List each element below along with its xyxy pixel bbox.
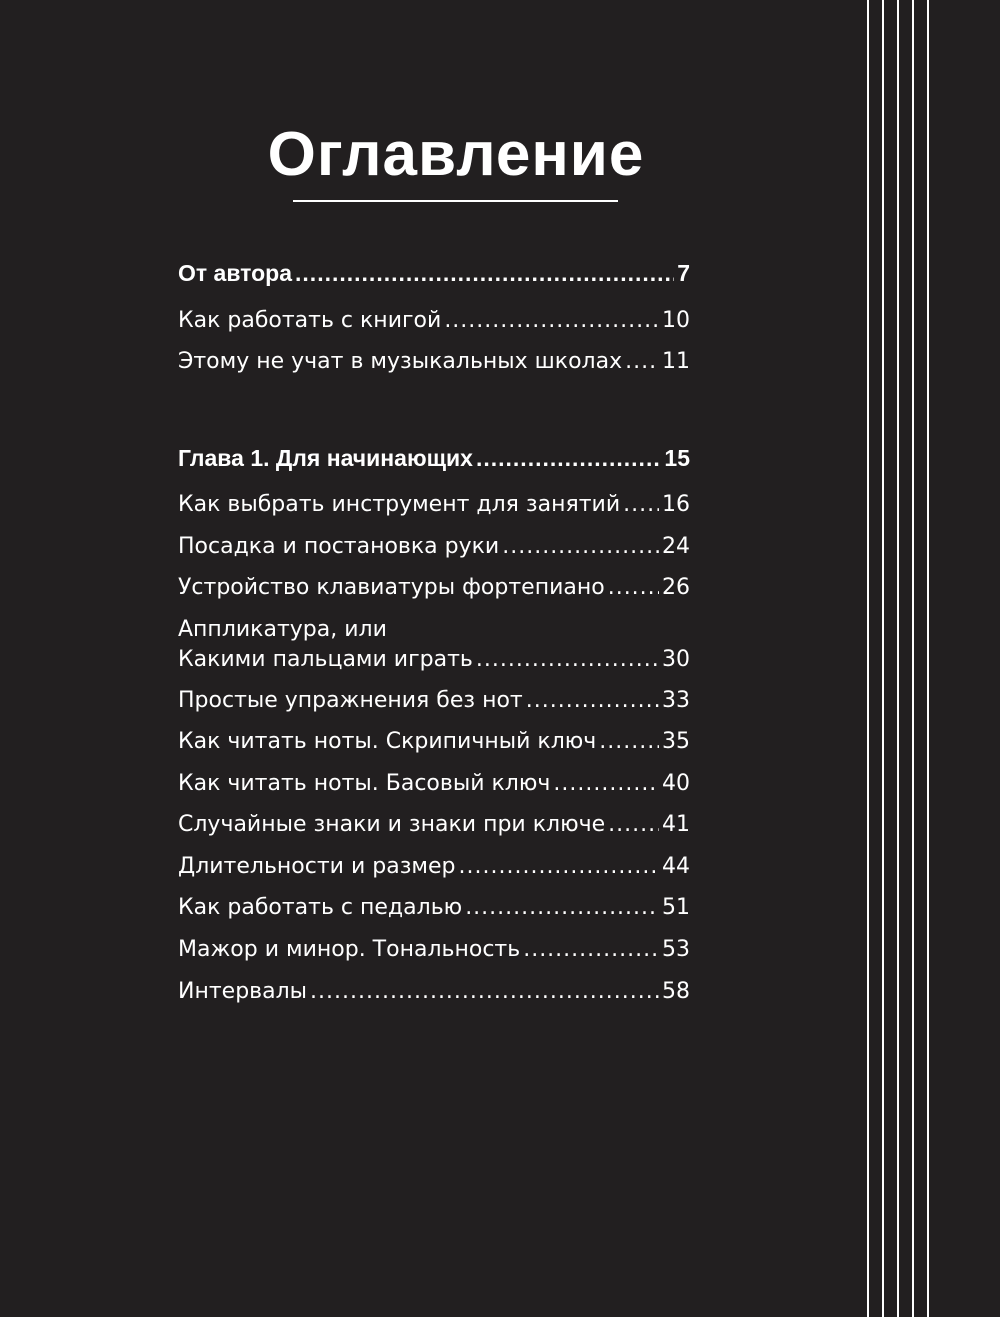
toc-entry[interactable] bbox=[178, 727, 690, 757]
toc-heading-chapter-1[interactable] bbox=[178, 443, 690, 473]
toc-entry[interactable] bbox=[178, 852, 690, 882]
dot-leader bbox=[523, 935, 659, 965]
toc-entry-label: Как работать с книгой bbox=[178, 308, 442, 333]
toc-page-number: 24 bbox=[662, 534, 690, 559]
dot-leader bbox=[459, 852, 659, 882]
toc-entry-label: Длительности и размер bbox=[178, 854, 456, 879]
dot-leader bbox=[608, 573, 659, 603]
dot-leader bbox=[526, 686, 659, 716]
toc-entry-label: Случайные знаки и знаки при ключе bbox=[178, 812, 606, 837]
toc-page-number: 33 bbox=[662, 688, 690, 713]
toc-page-number: 7 bbox=[677, 260, 690, 286]
dot-leader bbox=[625, 347, 659, 377]
toc-entry[interactable] bbox=[178, 490, 690, 520]
toc-entry-label: Устройство клавиатуры фортепиано bbox=[178, 575, 605, 600]
toc-entry[interactable] bbox=[178, 977, 690, 1007]
staff-line-4 bbox=[912, 0, 914, 1317]
toc-page-number: 16 bbox=[662, 492, 690, 517]
toc-entry[interactable] bbox=[178, 615, 690, 675]
toc-page-number: 11 bbox=[662, 349, 690, 374]
toc-entry[interactable] bbox=[178, 573, 690, 603]
staff-line-2 bbox=[882, 0, 884, 1317]
toc-entry[interactable] bbox=[178, 810, 690, 840]
toc-entry[interactable] bbox=[178, 686, 690, 716]
toc-entry-label: Какими пальцами играть bbox=[178, 647, 473, 672]
toc-entry[interactable] bbox=[178, 532, 690, 562]
toc-page-number: 44 bbox=[662, 854, 690, 879]
dot-leader bbox=[599, 727, 659, 757]
dot-leader bbox=[295, 258, 674, 288]
dot-leader bbox=[310, 977, 659, 1007]
toc-entry[interactable] bbox=[178, 347, 690, 377]
toc-entry-label: Как читать ноты. Скрипичный ключ bbox=[178, 729, 597, 754]
dot-leader bbox=[476, 645, 659, 675]
dot-leader bbox=[608, 810, 659, 840]
dot-leader bbox=[476, 443, 661, 473]
toc-entry-label: Мажор и минор. Тональность bbox=[178, 937, 521, 962]
staff-line-1 bbox=[867, 0, 869, 1317]
dot-leader bbox=[623, 490, 659, 520]
toc-entry[interactable] bbox=[178, 769, 690, 799]
toc-page-number: 26 bbox=[662, 575, 690, 600]
toc-entry-label: Посадка и постановка руки bbox=[178, 534, 500, 559]
toc-page-number: 30 bbox=[662, 647, 690, 672]
title-underline bbox=[293, 200, 618, 202]
toc-page-number: 40 bbox=[662, 771, 690, 796]
toc-entry-label: Как выбрать инструмент для занятий bbox=[178, 492, 621, 517]
dot-leader bbox=[465, 893, 659, 923]
page-title: Оглавление bbox=[267, 120, 645, 189]
toc-page-number: 10 bbox=[662, 308, 690, 333]
toc-entry[interactable] bbox=[178, 306, 690, 336]
toc-section-chapter-1 bbox=[178, 443, 690, 473]
dot-leader bbox=[502, 532, 659, 562]
staff-line-3 bbox=[897, 0, 899, 1317]
toc-entry[interactable] bbox=[178, 935, 690, 965]
toc-page-number: 51 bbox=[662, 895, 690, 920]
toc-entry-label: Интервалы bbox=[178, 979, 308, 1004]
toc-heading-label: От автора bbox=[178, 260, 293, 286]
toc-entry-line1: Аппликатура, или bbox=[178, 617, 387, 642]
toc-entry-label: Простые упражнения без нот bbox=[178, 688, 523, 713]
dot-leader bbox=[444, 306, 659, 336]
toc-page-number: 41 bbox=[662, 812, 690, 837]
toc-entry-label: Этому не учат в музыкальных школах bbox=[178, 349, 623, 374]
toc-page-number: 58 bbox=[662, 979, 690, 1004]
toc-page-number: 15 bbox=[664, 445, 690, 471]
toc-heading-label: Глава 1. Для начинающих bbox=[178, 445, 473, 471]
toc-page-number: 35 bbox=[662, 729, 690, 754]
toc-entry-label: Как работать с педалью bbox=[178, 895, 463, 920]
toc-page-number: 53 bbox=[662, 937, 690, 962]
staff-line-5 bbox=[927, 0, 929, 1317]
toc-heading-author[interactable] bbox=[178, 258, 690, 288]
toc-entry[interactable] bbox=[178, 893, 690, 923]
toc-section-author bbox=[178, 258, 690, 288]
dot-leader bbox=[553, 769, 659, 799]
toc-entry-label: Как читать ноты. Басовый ключ bbox=[178, 771, 551, 796]
